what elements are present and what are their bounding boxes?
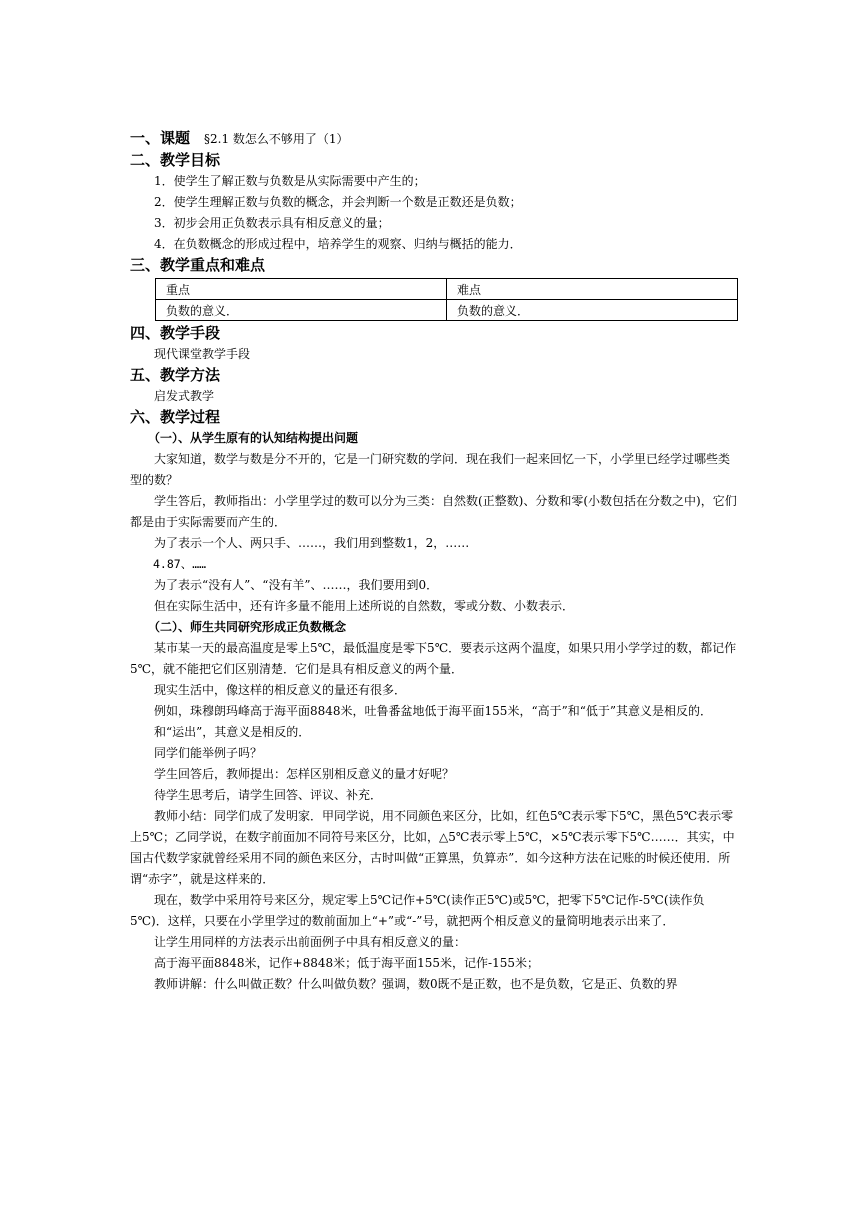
part1-title: （一）、从学生原有的认知结构提出问题 <box>148 431 359 445</box>
paragraph: 4.87、…… <box>153 557 207 571</box>
section-topic-label: 一、课题 <box>130 129 191 147</box>
paragraph: 学生回答后，教师提出：怎样区别相反意义的量才好呢？ <box>154 767 455 781</box>
paragraph: 某市某一天的最高温度是零上5℃，最低温度是零下5℃．要表示这两个温度，如果只用小学学过的数，都记作5℃，就不能把它们区别清楚．它们是具有相反意义的两个量． <box>130 641 737 676</box>
document-content <box>130 128 738 995</box>
table-cell-difficulty: 负数的意义． <box>447 300 738 321</box>
section-method-heading: 五、教学方法 <box>130 366 221 384</box>
objective-item-1: 1．使学生了解正数与负数是从实际需要中产生的； <box>154 174 426 188</box>
section-process-heading: 六、教学过程 <box>130 408 221 426</box>
method-text: 启发式教学 <box>154 389 215 403</box>
paragraph: 学生答后，教师指出：小学里学过的数可以分为三类：自然数(正整数)、分数和零(小数包括在分数之中)，它们都是由于实际需要而产生的． <box>130 494 737 529</box>
section-keypoints-heading: 三、教学重点和难点 <box>130 256 266 274</box>
paragraph: 为了表示“没有人”、“没有羊”、……，我们要用到0． <box>154 578 439 592</box>
paragraph: 为了表示一个人、两只手、……，我们用到整数1，2，…… <box>154 536 470 550</box>
table-row <box>156 300 738 321</box>
means-text: 现代课堂教学手段 <box>154 347 251 361</box>
paragraph: 和“运出”，其意义是相反的． <box>154 725 311 739</box>
table-header-difficulty: 难点 <box>447 279 738 300</box>
section-objectives-heading: 二、教学目标 <box>130 151 221 169</box>
part2-title: （二）、师生共同研究形成正负数概念 <box>148 620 347 634</box>
paragraph: 高于海平面8848米，记作+8848米；低于海平面155米，记作-155米； <box>154 956 539 970</box>
paragraph: 例如，珠穆朗玛峰高于海平面8848米，吐鲁番盆地低于海平面155米，“高于”和“低于”其意义是相反的． <box>154 704 712 718</box>
paragraph: 大家知道，数学与数是分不开的，它是一门研究数的学问．现在我们一起来回忆一下，小学里已经学过哪些类型的数？ <box>130 452 731 487</box>
topic-title: §2.1 数怎么不够用了（1） <box>204 132 349 146</box>
objective-item-3: 3．初步会用正负数表示具有相反意义的量； <box>154 216 390 230</box>
section-topic-heading <box>130 128 738 150</box>
paragraph: 现在，数学中采用符号来区分，规定零上5℃记作+5℃(读作正5℃)或5℃，把零下5℃记作-5℃(读作负5℃)．这样，只要在小学里学过的数前面加上“+”或“-”号，就把两个相反意义的量简明地表示出来了． <box>130 893 705 928</box>
paragraph: 待学生思考后，请学生回答、评议、补充． <box>154 788 383 802</box>
paragraph: 教师讲解：什么叫做正数？什么叫做负数？强调，数0既不是正数，也不是负数，它是正、负数的界 <box>154 977 678 991</box>
section-means-heading: 四、教学手段 <box>130 324 221 342</box>
paragraph: 现实生活中，像这样的相反意义的量还有很多． <box>154 683 407 697</box>
objective-item-4: 4．在负数概念的形成过程中，培养学生的观察、归纳与概括的能力． <box>154 237 522 251</box>
paragraph: 让学生用同样的方法表示出前面例子中具有相反意义的量： <box>154 935 467 949</box>
paragraph: 同学们能举例子吗？ <box>154 746 263 760</box>
table-row <box>156 279 738 300</box>
objective-item-2: 2．使学生理解正数与负数的概念，并会判断一个数是正数还是负数； <box>154 195 522 209</box>
table-header-key: 重点 <box>156 279 447 300</box>
table-cell-key: 负数的意义． <box>156 300 447 321</box>
paragraph: 但在实际生活中，还有许多量不能用上述所说的自然数，零或分数、小数表示． <box>154 599 575 613</box>
keypoints-table <box>155 278 738 321</box>
paragraph: 教师小结：同学们成了发明家．甲同学说，用不同颜色来区分，比如，红色5℃表示零下5℃，黑色5℃表示零上5℃；乙同学说，在数字前面加不同符号来区分，比如，△5℃表示零上5℃，×5℃表示零下5℃……．其实，中国古代数学家就曾经采用不同的颜色来区分，古时叫做“正算黑，负算赤”．如今这种方法在记账的时候还使用．所谓“赤字”，就是这样来的． <box>130 809 735 886</box>
